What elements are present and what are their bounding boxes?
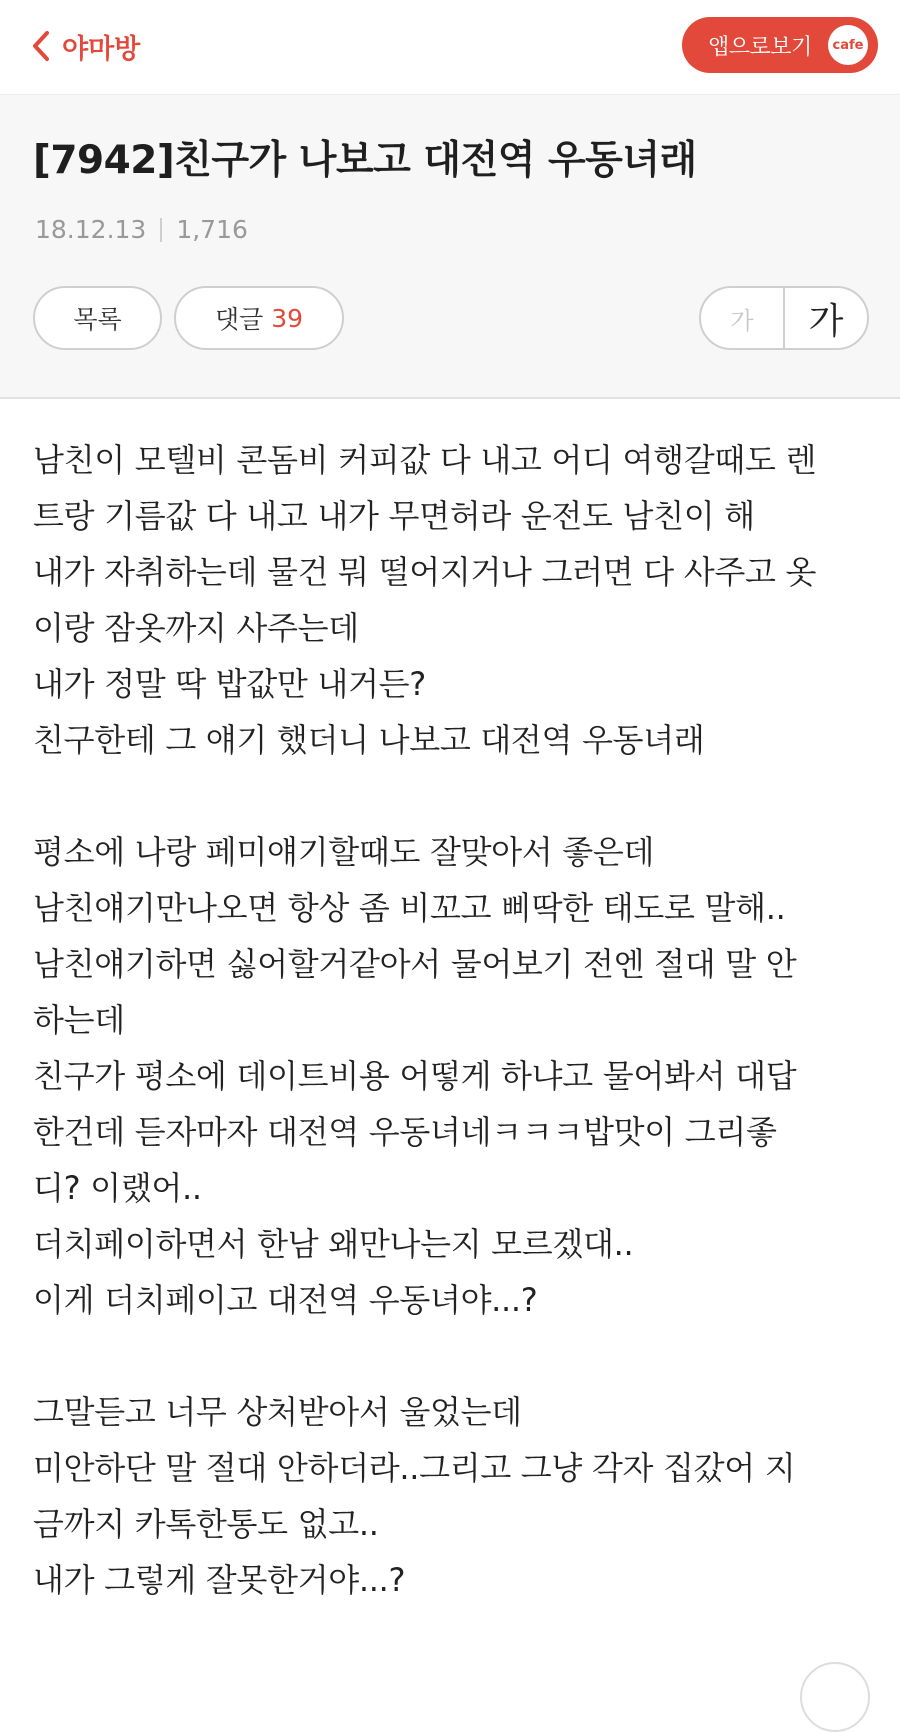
open-in-app-button[interactable] [682,17,878,73]
body-line: 더치페이하면서 한남 왜만나는지 모르겠대.. [33,1225,634,1263]
body-line: 남친얘기하면 싫어할거같아서 물어보기 전엔 절대 말 안 [33,945,797,983]
comments-button[interactable] [174,286,344,350]
body-line [33,1328,873,1384]
body-line: 평소에 나랑 페미얘기할때도 잘맞아서 좋은데 [33,833,655,871]
scroll-top-button[interactable] [800,1662,870,1732]
list-button-label: 목록 [73,305,122,334]
body-line: 하는데 [33,1001,125,1039]
post-header [0,95,900,399]
body-line: 디? 이랬어.. [33,1169,202,1207]
meta-divider [160,218,162,242]
view-count: 1,716 [176,215,248,244]
post-date: 18.12.13 [35,215,147,244]
body-line: 금까지 카톡한통도 없고.. [33,1505,379,1543]
post-body [33,432,873,1608]
body-line: 그말듣고 너무 상처받아서 울었는데 [33,1393,522,1431]
font-size-toggle [699,286,869,350]
post-title: [7942]친구가 나보고 대전역 우동녀래 [33,138,697,183]
body-line: 이게 더치페이고 대전역 우동녀야...? [33,1281,538,1319]
list-button[interactable] [33,286,162,350]
body-line [33,768,873,824]
body-line: 미안하단 말 절대 안하더라..그리고 그냥 각자 집갔어 지 [33,1449,796,1487]
body-line: 친구한테 그 얘기 했더니 나보고 대전역 우동녀래 [33,721,705,759]
body-line: 남친이 모텔비 콘돔비 커피값 다 내고 어디 여행갈때도 렌 [33,441,817,479]
body-line: 내가 정말 딱 밥값만 내거든? [33,665,426,703]
body-line: 남친얘기만나오면 항상 좀 비꼬고 삐딱한 태도로 말해.. [33,889,786,927]
font-size-large-button[interactable]: 가 [808,300,844,342]
font-size-small-button[interactable]: 가 [701,288,785,348]
body-line: 이랑 잠옷까지 사주는데 [33,609,359,647]
back-button[interactable] [30,26,140,66]
back-label: 야마방 [62,33,141,65]
body-line: 친구가 평소에 데이트비용 어떻게 하냐고 물어봐서 대답 [33,1057,797,1095]
open-in-app-label: 앱으로보기 [708,34,812,60]
body-line: 한건데 듣자마자 대전역 우동녀네ㅋㅋㅋ밥맛이 그리좋 [33,1113,777,1151]
comment-count: 39 [271,303,304,333]
body-line: 내가 그렇게 잘못한거야...? [33,1561,406,1599]
cafe-badge-icon: cafe [828,25,868,65]
post-meta [35,215,248,244]
body-line: 트랑 기름값 다 내고 내가 무면허라 운전도 남친이 해 [33,497,755,535]
body-line: 내가 자취하는데 물건 뭐 떨어지거나 그러면 다 사주고 옷 [33,553,817,591]
top-bar [0,0,900,95]
comments-button-label: 댓글 [214,305,264,334]
chevron-left-icon [30,28,52,64]
